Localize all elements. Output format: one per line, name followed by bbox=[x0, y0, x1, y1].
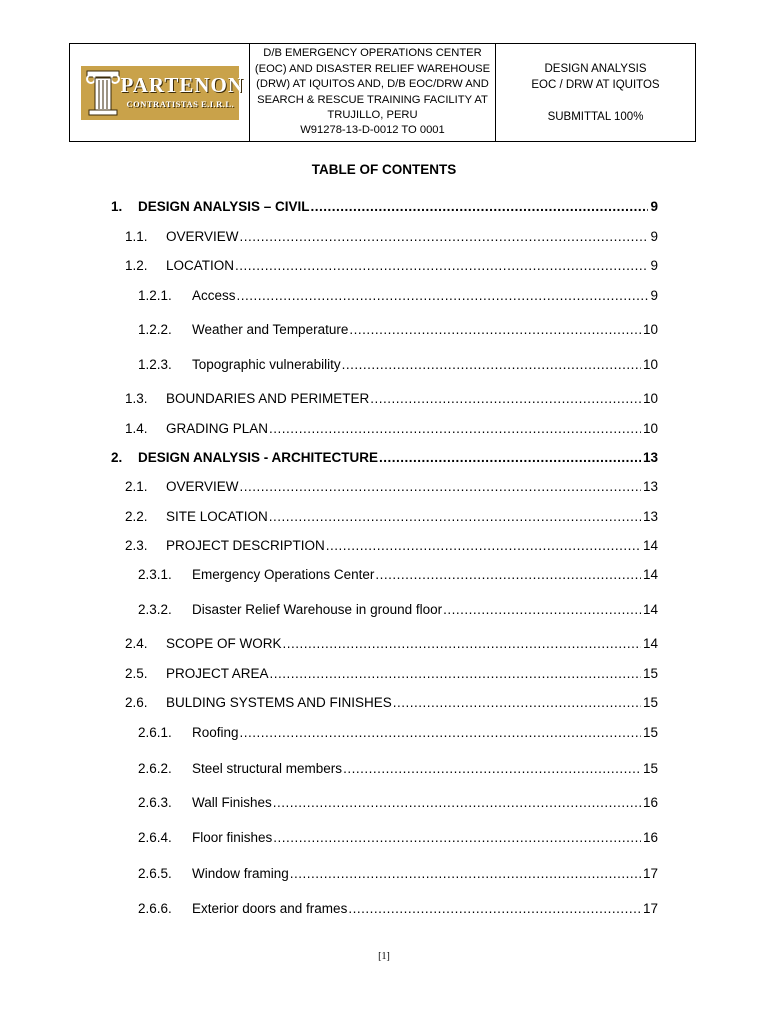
toc-entry-number: 2.1. bbox=[125, 479, 148, 494]
toc-entry-number: 1.2.2. bbox=[138, 322, 172, 337]
toc-entry-title: DESIGN ANALYSIS - ARCHITECTURE bbox=[138, 450, 379, 465]
toc-dot-leader bbox=[270, 666, 641, 682]
toc-entry-title: PROJECT DESCRIPTION bbox=[166, 538, 325, 553]
toc-entry-number: 2.6.1. bbox=[138, 725, 172, 740]
toc-entry-number: 2.6.6. bbox=[138, 901, 172, 916]
toc-entry-page: 13 bbox=[642, 509, 658, 524]
toc-entry-title: PROJECT AREA bbox=[166, 666, 269, 681]
toc-dot-leader bbox=[237, 288, 649, 304]
toc-entry-page: 16 bbox=[642, 830, 658, 845]
document-type-block bbox=[496, 44, 695, 141]
toc-dot-leader bbox=[311, 199, 649, 215]
logo-name: PARTENON bbox=[120, 72, 245, 97]
toc-entry[interactable] bbox=[125, 509, 658, 525]
toc-entry-number: 1. bbox=[111, 199, 123, 214]
toc-dot-leader bbox=[370, 391, 641, 407]
toc-entry-number: 2.6.3. bbox=[138, 795, 172, 810]
toc-dot-leader bbox=[240, 229, 649, 245]
toc-entry-page: 14 bbox=[642, 636, 658, 651]
contract-number: W91278-13-D-0012 TO 0001 bbox=[300, 124, 445, 137]
toc-entry-number: 2.3.1. bbox=[138, 567, 172, 582]
toc-entry[interactable] bbox=[125, 636, 658, 652]
toc-entry-title: Window framing bbox=[192, 866, 289, 881]
toc-entry-number: 2.6.4. bbox=[138, 830, 172, 845]
toc-entry[interactable] bbox=[138, 567, 658, 583]
toc-entry[interactable] bbox=[138, 866, 658, 882]
toc-entry[interactable] bbox=[125, 391, 658, 407]
toc-dot-leader bbox=[290, 866, 641, 882]
project-line: (EOC) AND DISASTER RELIEF WAREHOUSE bbox=[254, 62, 491, 75]
toc-entry[interactable] bbox=[125, 258, 658, 274]
toc-entry-page: 14 bbox=[642, 567, 658, 582]
toc-entry[interactable] bbox=[111, 199, 658, 215]
toc-entry-page: 14 bbox=[642, 602, 658, 617]
toc-entry-page: 15 bbox=[642, 725, 658, 740]
toc-dot-leader bbox=[283, 636, 641, 652]
company-logo bbox=[81, 66, 245, 120]
toc-entry-title: Disaster Relief Warehouse in ground floor bbox=[192, 602, 443, 617]
project-line: D/B EMERGENCY OPERATIONS CENTER bbox=[263, 47, 482, 60]
toc-dot-leader bbox=[273, 795, 641, 811]
toc-entry-title: DESIGN ANALYSIS – CIVIL bbox=[138, 199, 310, 214]
toc-entry-title: Emergency Operations Center bbox=[192, 567, 375, 582]
toc-entry-number: 1.1. bbox=[125, 229, 148, 244]
toc-entry-title: BULDING SYSTEMS AND FINISHES bbox=[166, 695, 392, 710]
project-line: (DRW) AT IQUITOS AND, D/B EOC/DRW AND bbox=[256, 78, 489, 91]
toc-entry-number: 2.6.5. bbox=[138, 866, 172, 881]
toc-entry[interactable] bbox=[138, 602, 658, 618]
toc-entry-page: 10 bbox=[642, 322, 658, 337]
toc-entry-title: Access bbox=[192, 288, 236, 303]
toc-entry[interactable] bbox=[138, 725, 658, 741]
toc-dot-leader bbox=[443, 602, 641, 618]
toc-entry-page: 9 bbox=[650, 258, 658, 273]
toc-entry-page: 10 bbox=[642, 391, 658, 406]
toc-entry[interactable] bbox=[138, 795, 658, 811]
toc-entry-title: Weather and Temperature bbox=[192, 322, 349, 337]
project-title-block bbox=[250, 44, 496, 141]
toc-entry[interactable] bbox=[138, 830, 658, 846]
toc-entry-title: Wall Finishes bbox=[192, 795, 272, 810]
toc-entry-title: Floor finishes bbox=[192, 830, 273, 845]
toc-dot-leader bbox=[269, 509, 641, 525]
toc-entry-number: 1.2. bbox=[125, 258, 148, 273]
toc-entry[interactable] bbox=[125, 421, 658, 437]
toc-entry-page: 9 bbox=[650, 199, 658, 214]
toc-entry-page: 13 bbox=[642, 450, 658, 465]
toc-entry[interactable] bbox=[125, 538, 658, 554]
toc-entry-page: 9 bbox=[650, 229, 658, 244]
logo-cell bbox=[70, 44, 250, 141]
doc-subject: EOC / DRW AT IQUITOS bbox=[531, 78, 660, 91]
toc-dot-leader bbox=[342, 357, 641, 373]
toc-entry-page: 17 bbox=[642, 866, 658, 881]
toc-entry-title: LOCATION bbox=[166, 258, 235, 273]
toc-entry-number: 2.6.2. bbox=[138, 761, 172, 776]
toc-entry[interactable] bbox=[138, 761, 658, 777]
toc-entry-title: BOUNDARIES AND PERIMETER bbox=[166, 391, 370, 406]
toc-entry-number: 2. bbox=[111, 450, 123, 465]
toc-dot-leader bbox=[379, 450, 641, 466]
toc-dot-leader bbox=[269, 421, 641, 437]
toc-dot-leader bbox=[343, 761, 641, 777]
toc-entry[interactable] bbox=[125, 479, 658, 495]
toc-entry-title: Topographic vulnerability bbox=[192, 357, 341, 372]
toc-entry-number: 1.2.1. bbox=[138, 288, 172, 303]
toc-entry-number: 1.4. bbox=[125, 421, 148, 436]
toc-entry-page: 17 bbox=[642, 901, 658, 916]
toc-entry[interactable] bbox=[138, 322, 658, 338]
submittal-status: SUBMITTAL 100% bbox=[547, 110, 644, 123]
toc-entry[interactable] bbox=[111, 450, 658, 466]
toc-entry[interactable] bbox=[125, 666, 658, 682]
toc-entry-page: 10 bbox=[642, 421, 658, 436]
page-number: [1] bbox=[378, 951, 390, 962]
toc-entry-title: Roofing bbox=[192, 725, 239, 740]
toc-entry-title: GRADING PLAN bbox=[166, 421, 269, 436]
toc-entry-title: SITE LOCATION bbox=[166, 509, 268, 524]
toc-entry-number: 2.3.2. bbox=[138, 602, 172, 617]
toc-dot-leader bbox=[240, 725, 641, 741]
toc-dot-leader bbox=[349, 322, 641, 338]
toc-entry-number: 2.2. bbox=[125, 509, 148, 524]
toc-entry-page: 13 bbox=[642, 479, 658, 494]
toc-entry-page: 15 bbox=[642, 695, 658, 710]
toc-entry-number: 2.4. bbox=[125, 636, 148, 651]
toc-dot-leader bbox=[326, 538, 641, 554]
toc-entry[interactable] bbox=[125, 229, 658, 245]
column-icon bbox=[85, 69, 121, 117]
toc-entry-number: 2.5. bbox=[125, 666, 148, 681]
toc-entry-title: SCOPE OF WORK bbox=[166, 636, 282, 651]
toc-dot-leader bbox=[393, 695, 641, 711]
doc-type: DESIGN ANALYSIS bbox=[544, 62, 647, 75]
toc-dot-leader bbox=[348, 901, 641, 917]
toc-entry[interactable] bbox=[138, 901, 658, 917]
toc-entry-title: Exterior doors and frames bbox=[192, 901, 348, 916]
project-line: SEARCH & RESCUE TRAINING FACILITY AT bbox=[257, 93, 488, 106]
toc-entry-number: 2.3. bbox=[125, 538, 148, 553]
toc-entry-page: 9 bbox=[650, 288, 658, 303]
toc-entry[interactable] bbox=[125, 695, 658, 711]
toc-entry-number: 1.3. bbox=[125, 391, 148, 406]
toc-entry-title: Steel structural members bbox=[192, 761, 343, 776]
toc-entry-number: 2.6. bbox=[125, 695, 148, 710]
toc-dot-leader bbox=[273, 830, 641, 846]
toc-title: TABLE OF CONTENTS bbox=[311, 162, 457, 177]
toc-entry-page: 15 bbox=[642, 666, 658, 681]
logo-subtitle: CONTRATISTAS E.I.R.L. bbox=[126, 98, 235, 109]
toc-entry-page: 15 bbox=[642, 761, 658, 776]
toc-entry-title: OVERVIEW bbox=[166, 229, 239, 244]
toc-entry-number: 1.2.3. bbox=[138, 357, 172, 372]
toc-entry-page: 14 bbox=[642, 538, 658, 553]
project-line: TRUJILLO, PERU bbox=[327, 108, 418, 121]
toc-entry-title: OVERVIEW bbox=[166, 479, 239, 494]
toc-entry[interactable] bbox=[138, 288, 658, 304]
toc-entry-page: 10 bbox=[642, 357, 658, 372]
toc-entry-page: 16 bbox=[642, 795, 658, 810]
toc-dot-leader bbox=[240, 479, 641, 495]
toc-dot-leader bbox=[235, 258, 648, 274]
toc-entry[interactable] bbox=[138, 357, 658, 373]
document-header bbox=[69, 43, 696, 142]
toc-dot-leader bbox=[375, 567, 641, 583]
